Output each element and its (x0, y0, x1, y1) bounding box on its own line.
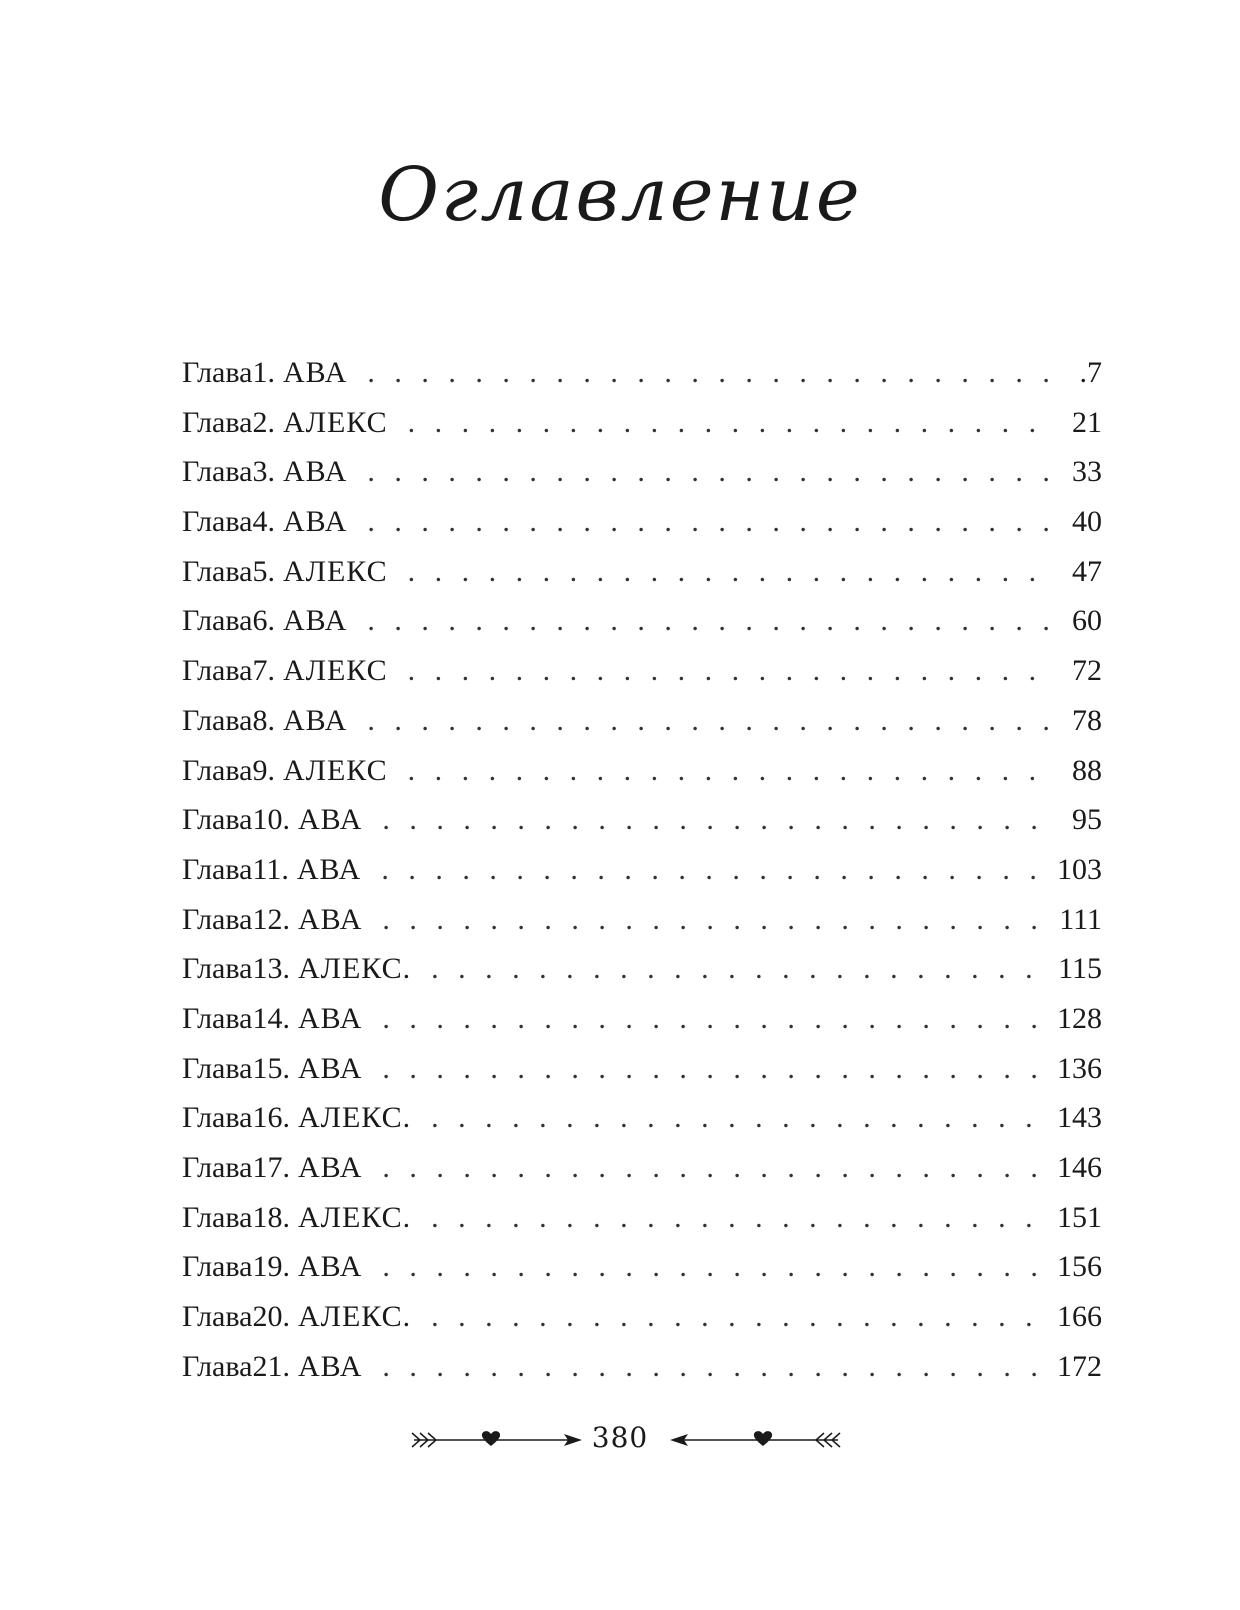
toc-entry-number: 3. (252, 455, 275, 489)
toc-entry-label: Глава (182, 505, 253, 539)
toc-entry-title: АВА (297, 1151, 363, 1184)
toc-entry-page: 172 (1057, 1349, 1102, 1383)
toc-entry-page: .7 (1079, 356, 1102, 389)
toc-entry (182, 596, 1102, 646)
dot-leader (382, 1342, 1047, 1392)
toc-entry-title: АВА (296, 852, 362, 886)
toc-entry-number: 14. (252, 1001, 290, 1035)
toc-entry-number: 15. (252, 1051, 290, 1085)
toc-entry-page: 143 (1057, 1101, 1102, 1135)
toc-entry-title: АЛЕКС (282, 405, 388, 439)
toc-entry-label: Глава (182, 455, 253, 489)
dot-leader (408, 398, 1052, 448)
toc-entry-label: Глава (182, 1349, 253, 1383)
toc-entry (182, 895, 1102, 945)
dot-leader (431, 1093, 1047, 1143)
toc-entry (182, 1292, 1102, 1342)
toc-entry (182, 1093, 1102, 1143)
dot-leader (408, 746, 1052, 796)
toc-entry-title: АВА (297, 902, 363, 936)
toc-entry-label: Глава (182, 554, 253, 588)
toc-entry-number: 10. (252, 803, 290, 837)
dot-leader (382, 795, 1052, 845)
toc-entry-label: Глава (182, 1250, 253, 1284)
dot-leader (382, 895, 1049, 945)
toc-entry-page: 151 (1057, 1200, 1102, 1234)
toc-entry (182, 1044, 1102, 1094)
toc-entry-page: 78 (1072, 703, 1102, 737)
dot-leader (367, 447, 1052, 497)
toc-entry-title: АЛЕКС. (297, 1200, 412, 1234)
toc-entry (182, 696, 1102, 746)
table-of-contents (182, 348, 1102, 1391)
toc-entry-title: АЛЕКС. (297, 1300, 412, 1334)
toc-entry-page: 33 (1072, 455, 1102, 489)
toc-entry (182, 1143, 1102, 1193)
dot-leader (381, 845, 1047, 895)
toc-entry-page: 88 (1072, 753, 1102, 787)
toc-entry-page: 72 (1072, 654, 1102, 688)
toc-entry-number: 17. (252, 1151, 290, 1184)
toc-entry-label: Глава (182, 852, 253, 886)
toc-entry-title: АВА (297, 1001, 363, 1035)
dot-leader (382, 1242, 1047, 1292)
dot-leader (382, 1143, 1047, 1193)
toc-entry-number: 9. (252, 753, 275, 787)
toc-entry-label: Глава (182, 1101, 253, 1135)
toc-entry (182, 646, 1102, 696)
toc-entry-number: 20. (252, 1300, 290, 1334)
toc-entry-page: 115 (1058, 952, 1102, 986)
toc-entry-label: Глава (182, 356, 253, 389)
toc-entry-label: Глава (182, 405, 253, 439)
toc-entry (182, 795, 1102, 845)
toc-entry-number: 13. (252, 952, 290, 986)
toc-entry-label: Глава (182, 1001, 253, 1035)
toc-entry-page: 47 (1072, 554, 1102, 588)
toc-entry (182, 1193, 1102, 1243)
dot-leader (367, 696, 1052, 746)
toc-entry-title: АВА (297, 1051, 363, 1085)
toc-entry-title: АВА (282, 455, 348, 489)
toc-entry (182, 1342, 1102, 1392)
toc-entry (182, 497, 1102, 547)
toc-entry-title: АЛЕКС (282, 654, 388, 688)
toc-entry-number: 8. (252, 703, 275, 737)
dot-leader (367, 497, 1052, 547)
toc-entry-label: Глава (182, 1300, 253, 1334)
toc-entry-title: АЛЕКС (282, 753, 388, 787)
toc-entry (182, 944, 1102, 994)
toc-entry (182, 547, 1102, 597)
dot-leader (382, 994, 1047, 1044)
toc-entry-number: 18. (252, 1200, 290, 1234)
toc-entry-label: Глава (182, 1151, 253, 1184)
toc-entry (182, 447, 1102, 497)
toc-entry-label: Глава (182, 803, 253, 837)
toc-entry-page: 146 (1057, 1151, 1102, 1184)
toc-entry-page: 111 (1059, 902, 1102, 936)
toc-entry-title: АЛЕКС. (297, 1101, 412, 1135)
dot-leader (431, 1292, 1047, 1342)
toc-entry-number: 4. (252, 505, 275, 539)
toc-entry-number: 21. (252, 1349, 290, 1383)
page-number: 380 (591, 1421, 649, 1454)
toc-entry-page: 60 (1072, 604, 1102, 638)
dot-leader (431, 1193, 1047, 1243)
toc-entry (182, 994, 1102, 1044)
toc-entry-label: Глава (182, 1200, 253, 1234)
toc-entry-title: АВА (297, 1349, 363, 1383)
toc-entry-title: АЛЕКС. (297, 952, 412, 986)
dot-leader (408, 646, 1052, 696)
dot-leader (431, 944, 1048, 994)
toc-entry-page: 95 (1072, 803, 1102, 837)
toc-entry-label: Глава (182, 604, 253, 638)
toc-entry-title: АВА (297, 803, 363, 837)
dot-leader (367, 348, 1052, 398)
toc-entry-number: 5. (252, 554, 275, 588)
toc-entry (182, 746, 1102, 796)
toc-entry-number: 11. (252, 852, 289, 886)
toc-entry-label: Глава (182, 753, 253, 787)
toc-entry (182, 348, 1102, 398)
toc-entry-number: 19. (252, 1250, 290, 1284)
toc-entry-title: АВА (282, 505, 348, 539)
toc-entry-page: 166 (1057, 1300, 1102, 1334)
toc-entry-number: 12. (252, 902, 290, 936)
dot-leader (382, 1044, 1047, 1094)
toc-entry-page: 21 (1072, 405, 1102, 439)
toc-entry-title: АЛЕКС (282, 554, 388, 588)
toc-entry-label: Глава (182, 703, 253, 737)
toc-entry-number: 7. (252, 654, 275, 688)
toc-entry-number: 6. (252, 604, 275, 638)
toc-entry-label: Глава (182, 952, 253, 986)
toc-entry-page: 40 (1072, 505, 1102, 539)
dot-leader (408, 547, 1052, 597)
page-title: Оглавление (378, 151, 862, 238)
toc-entry-label: Глава (182, 902, 253, 936)
toc-entry-label: Глава (182, 654, 253, 688)
dot-leader (367, 596, 1052, 646)
toc-entry-page: 128 (1057, 1001, 1102, 1035)
toc-entry (182, 845, 1102, 895)
toc-entry-number: 2. (252, 405, 275, 439)
toc-entry-title: АВА (282, 604, 348, 638)
toc-entry-title: АВА (297, 1250, 363, 1284)
toc-entry-page: 156 (1057, 1250, 1102, 1284)
toc-entry-number: 16. (252, 1101, 290, 1135)
toc-entry (182, 1242, 1102, 1292)
toc-entry-number: 1. (252, 356, 275, 389)
toc-entry (182, 398, 1102, 448)
toc-entry-page: 136 (1057, 1051, 1102, 1085)
toc-entry-label: Глава (182, 1051, 253, 1085)
toc-entry-title: АВА (282, 356, 348, 389)
toc-entry-title: АВА (282, 703, 348, 737)
toc-entry-page: 103 (1057, 852, 1102, 886)
